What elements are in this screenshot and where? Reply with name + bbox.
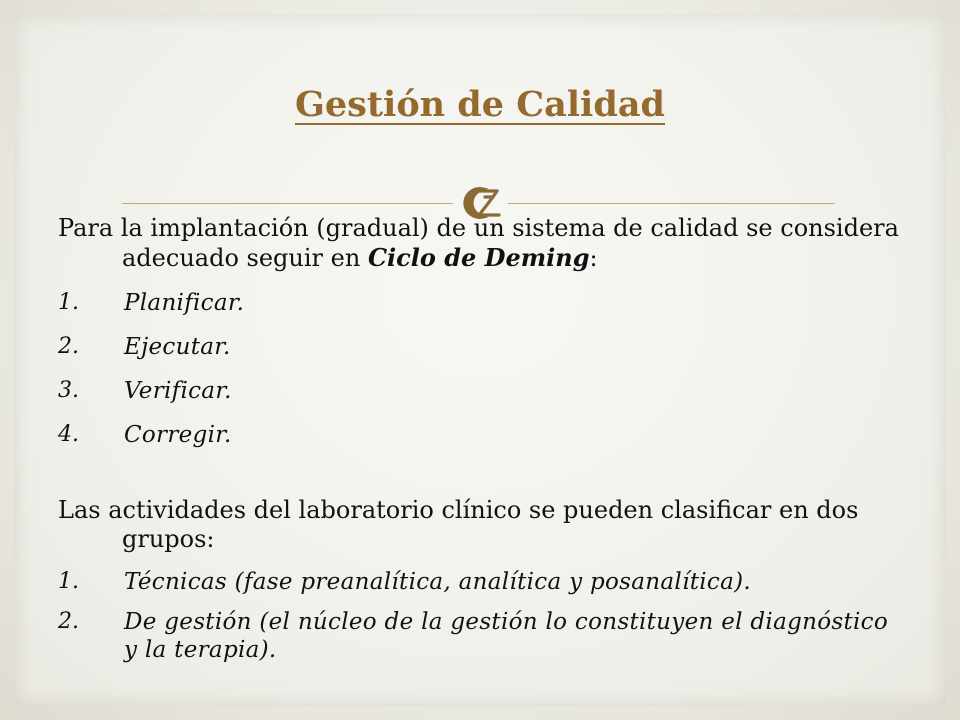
list-item [58, 568, 904, 596]
list-number: 4. [58, 422, 79, 447]
intro-colon: : [589, 244, 598, 272]
list-number: 1. [58, 290, 79, 315]
list-item [58, 289, 904, 317]
list-number: 3. [58, 378, 79, 403]
intro-paragraph-deming [58, 214, 904, 273]
intro-text: Para la implantación (gradual) de un sistema de calidad se considera adecuado seguir en [58, 214, 899, 272]
list-text: Verificar. [124, 378, 232, 404]
list-text: Planificar. [124, 290, 245, 316]
list-item [58, 608, 904, 664]
divider-left [122, 203, 453, 204]
list-number: 2. [58, 609, 79, 634]
list-text: Corregir. [124, 422, 232, 448]
list-text: De gestión (el núcleo de la gestión lo constituyen el diagnóstico y la terapia). [124, 609, 889, 663]
slide-title: Gestión de Calidad [295, 84, 665, 125]
intro-paragraph-activities: Las actividades del laboratorio clínico se pueden clasificar en dos grupos: [58, 496, 859, 553]
deming-cycle-emphasis: Ciclo de Deming [367, 243, 590, 272]
list-item [58, 421, 904, 449]
list-number: 2. [58, 334, 79, 359]
list-item [58, 333, 904, 361]
slide-body [58, 214, 904, 664]
list-text: Técnicas (fase preanalítica, analítica y posanalítica). [124, 569, 751, 595]
list-text: Ejecutar. [124, 334, 231, 360]
divider-right [508, 203, 835, 204]
list-number: 1. [58, 569, 79, 594]
list-item [58, 377, 904, 405]
